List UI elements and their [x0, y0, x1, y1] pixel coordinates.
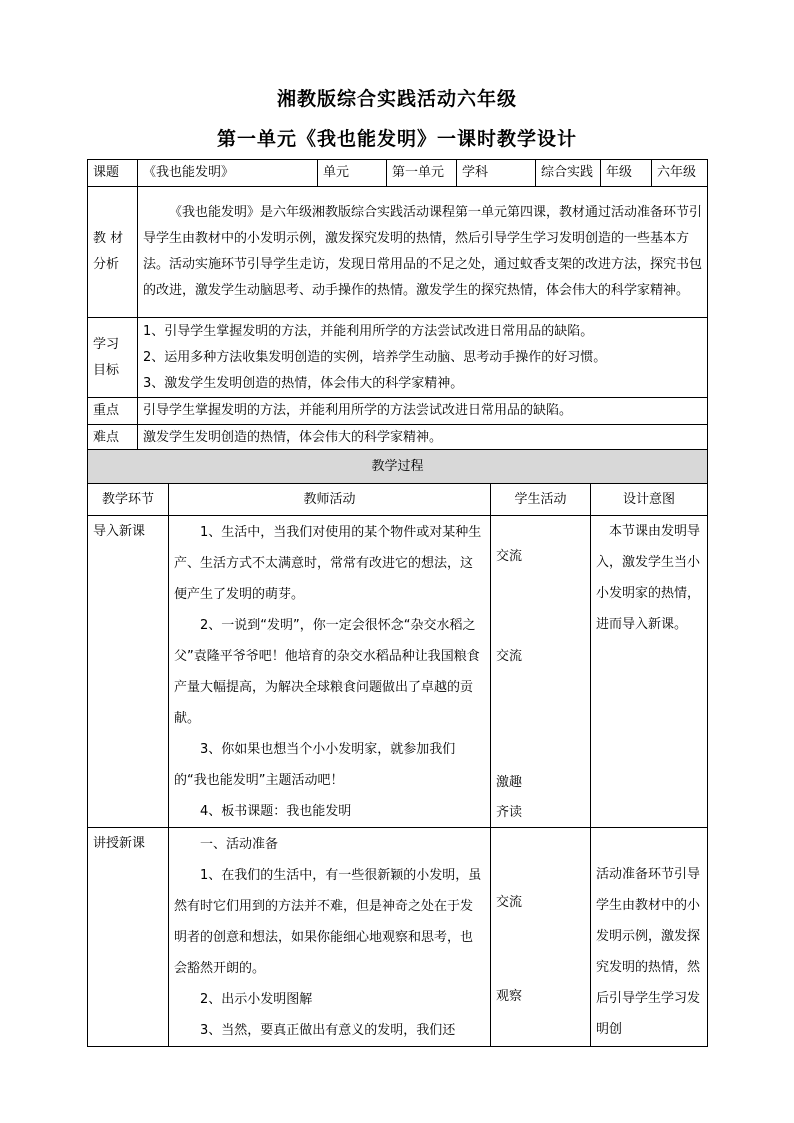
- col-teacher-header: 教师活动: [169, 484, 491, 516]
- process-heading-row: [88, 450, 708, 484]
- teach-stage: 讲授新课: [88, 828, 169, 1047]
- teacher-step: 2、出示小发明图解: [200, 992, 313, 1007]
- difficulty-text: 激发学生发明创造的热情，体会伟大的科学家精神。: [138, 425, 708, 452]
- teach-row: [88, 828, 708, 1047]
- column-header-row: [88, 484, 708, 516]
- student-step: 交流: [496, 895, 523, 910]
- student-step: 交流: [496, 549, 523, 564]
- objectives-label: 学习 目标: [88, 318, 138, 398]
- teacher-step: 一、活动准备: [200, 837, 279, 852]
- teacher-step: 3、你如果也想当个小小发明家，就参加我们的“我也能发明”主题活动吧！: [174, 742, 456, 788]
- lesson-info-table: [87, 159, 708, 452]
- unit-label: 单元: [318, 160, 387, 187]
- teach-design-intent: 活动准备环节引导学生由教材中的小发明示例，激发探究发明的热情，然后引导学生学习发明创: [591, 828, 708, 1047]
- key-point-label: 重点: [88, 398, 138, 425]
- student-step: 观察: [496, 989, 523, 1004]
- subject-value: 综合实践: [536, 160, 601, 187]
- analysis-label: 教 材 分析: [88, 187, 138, 318]
- intro-teacher-activity: [169, 516, 491, 828]
- teacher-step: 4、板书课题：我也能发明: [200, 804, 352, 819]
- key-point-row: [88, 398, 708, 425]
- teach-student-activity: [491, 828, 591, 1047]
- objectives-list: [138, 318, 708, 398]
- objective-item: 2、运用多种方法收集发明创造的实例，培养学生动脑、思考动手操作的好习惯。: [143, 349, 607, 365]
- teach-teacher-activity: [169, 828, 491, 1047]
- col-student-header: 学生活动: [491, 484, 591, 516]
- grade-label: 年级: [601, 160, 652, 187]
- process-table: [87, 449, 708, 1047]
- difficulty-row: [88, 425, 708, 452]
- difficulty-label: 难点: [88, 425, 138, 452]
- col-intent-header: 设计意图: [591, 484, 708, 516]
- col-stage-header: 教学环节: [88, 484, 169, 516]
- key-point-text: 引导学生掌握发明的方法，并能利用所学的方法尝试改进日常用品的缺陷。: [138, 398, 708, 425]
- topic-label: 课题: [88, 160, 138, 187]
- teacher-step: 1、生活中，当我们对使用的某个物件或对某种生产、生活方式不太满意时，常常有改进它的想法，这便产生了发明的萌芽。: [174, 525, 482, 602]
- intro-student-activity: [491, 516, 591, 828]
- objective-item: 1、引导学生掌握发明的方法，并能利用所学的方法尝试改进日常用品的缺陷。: [143, 323, 594, 339]
- intro-design-intent: 本节课由发明导入，激发学生当小小发明家的热情，进而导入新课。: [591, 516, 708, 828]
- teacher-step: 3、当然，要真正做出有意义的发明，我们还: [200, 1023, 456, 1038]
- grade-value: 六年级: [652, 160, 708, 187]
- teacher-step: 2、一说到“发明”，你一定会很怀念“杂交水稻之父”袁隆平爷爷吧！他培育的杂交水稻品种让我国粮食产量大幅提高，为解决全球粮食问题做出了卓越的贡献。: [174, 618, 480, 726]
- info-row: [88, 160, 708, 187]
- student-step: 激趣: [496, 775, 523, 790]
- intro-row: [88, 516, 708, 828]
- student-step: 齐读: [496, 805, 523, 820]
- process-title: 教学过程: [88, 450, 708, 484]
- objectives-row: [88, 318, 708, 398]
- subject-label: 学科: [457, 160, 536, 187]
- document-subtitle: 第一单元《我也能发明》一课时教学设计: [216, 128, 577, 150]
- document-title: 湘教版综合实践活动六年级: [276, 88, 517, 110]
- unit-value: 第一单元: [387, 160, 457, 187]
- objective-item: 3、激发学生发明创造的热情，体会伟大的科学家精神。: [143, 375, 464, 391]
- teacher-step: 1、在我们的生活中，有一些很新颖的小发明，虽然有时它们用到的方法并不难，但是神奇之处在于发明者的创意和想法，如果你能细心地观察和思考，也会豁然开朗的。: [174, 868, 482, 976]
- student-step: 交流: [496, 649, 523, 664]
- analysis-row: [88, 187, 708, 318]
- analysis-text: 《我也能发明》是六年级湘教版综合实践活动课程第一单元第四课，教材通过活动准备环节引导学生由教材中的小发明示例，激发探究发明的热情，然后引导学生学习发明创造的一些基本方法。活动实施环节引导学生走访，发现日常用品的不足之处，通过蚊香支架的改进方法，探究书包的改进，激发学生动脑思考、动手操作的热情。激发学生的探究热情，体会伟大的科学家精神。: [138, 187, 708, 318]
- topic-value: 《我也能发明》: [138, 160, 318, 187]
- intro-stage: 导入新课: [88, 516, 169, 828]
